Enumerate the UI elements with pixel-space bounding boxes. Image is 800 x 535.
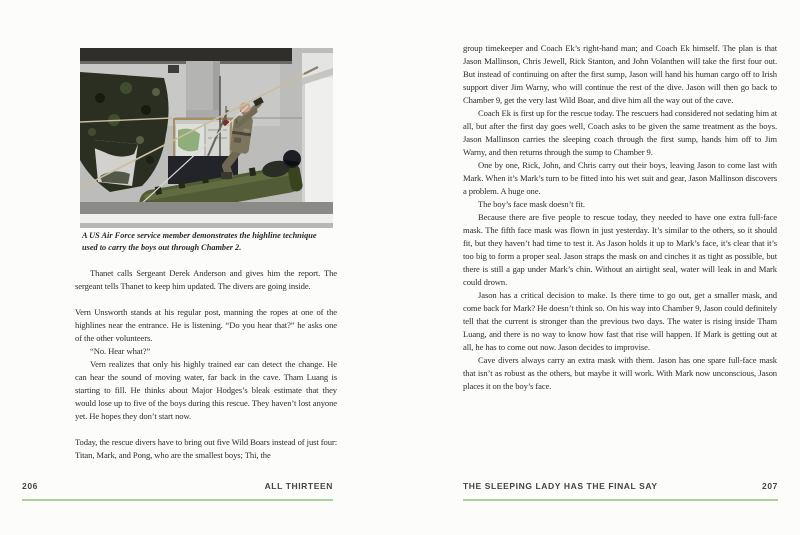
paragraph: Coach Ek is first up for the rescue today. The rescuers had considered not sedating him at all, but after the first day goes well, Coach asks to be given the same treatment as the boys. Jason Mallinson carries the sleeping coach through the first sump, hands him off to Jim Warny, and then returns through the sump to Chamber 9. [463,108,777,157]
paragraph: Cave divers always carry an extra mask with them. Jason has one spare full-face mask that isn’t as robust as the others, but maybe it will work. With Mark now unconscious, Jason places it on the boy’s face. [463,355,777,391]
book-running-title: ALL THIRTEEN [264,481,333,491]
left-page-number: 206 [22,481,38,491]
chapter-running-title: THE SLEEPING LADY HAS THE FINAL SAY [463,481,658,491]
floor-railing [80,202,333,228]
right-page-number: 207 [762,481,778,491]
paragraph: Because there are five people to rescue today, they needed to have one extra full-face mask. The fifth face mask was flown in just yesterday. It’s similar to the others, so it should fit, but they haven’t had time to test it. As Jason holds it up to Mark’s face, it’s clear that it’s too big to form a proper seal. Jason straps the mask on and cinches it as tight as possible, but there is still a gap under Mark’s chin. Without an airtight seal, water will leak in and Mark could drown. [463,212,777,287]
paragraph: “No. Hear what?” [90,346,151,356]
paragraph: Vern realizes that only his highly trained ear can detect the change. He can hear the sound of moving water, far back in the cave. Tham Luang is starting to fill. He thinks about Major Hodges’s bleak estimate that they would lose up to five of the boys during this rescue. They haven’t lost anyone yet. He hopes they don’t start now. [75,359,337,421]
white-pillar [302,53,333,228]
paragraph: Vern Unsworth stands at his regular post, manning the ropes at one of the highlines near the entrance. He is listening. “Do you hear that?” he asks one of the other volunteers. [75,307,337,343]
paragraph: The boy’s face mask doesn’t fit. [478,199,585,209]
paragraph: Thanet calls Sergeant Derek Anderson and gives him the report. The sergeant tells Thanet to keep him updated. The divers are going inside. [75,268,337,291]
air-duct [186,61,220,118]
right-page-footer [463,481,778,501]
red-pulley [223,120,229,126]
highline-photo-illustration [80,48,333,228]
photo-caption: A US Air Force service member demonstrates the highline technique used to carry the boys out through Chamber 2. [82,231,317,252]
paragraph: Today, the rescue divers have to bring out five Wild Boars instead of just four: Titan, Mark, and Pong, who are the smallest boys; Thi, the [75,437,337,460]
paragraph: Jason has a critical decision to make. Is there time to go out, get a smaller mask, and come back for Mark? He doesn’t think so. On his way into Chamber 9, Jason could definitely tell that the current is stronger than the previous two days. The water is rising inside Tham Luang, and there is no way to know how fast that rise will happen. If Mark is getting out at all, he has to come out now. Jason decides to improvise. [463,290,777,352]
paragraph: One by one, Rick, John, and Chris carry out their boys, leaving Jason to come last with Mark. When it’s Mark’s turn to be fitted into his wet suit and gear, Jason Mallinson discovers a problem. A huge one. [463,160,777,196]
left-page-footer [22,481,333,501]
left-page-text-column [75,267,337,462]
highline-photo [80,48,333,228]
paragraph: group timekeeper and Coach Ek’s right-hand man; and Coach Ek himself. The plan is that Jason Mallinson, Chris Jewell, Rick Stanton, and John Volanthen will take the first four out. But instead of continuing on after the first sump, Jason will hand his human cargo off to Irish support diver Jim Warny, who will continue the rest of the dive. Jason will then go back to Chamber 9, get the very last Wild Boar, and dive him all the way out of the cave. [463,43,777,105]
right-page-text-column [463,42,777,393]
